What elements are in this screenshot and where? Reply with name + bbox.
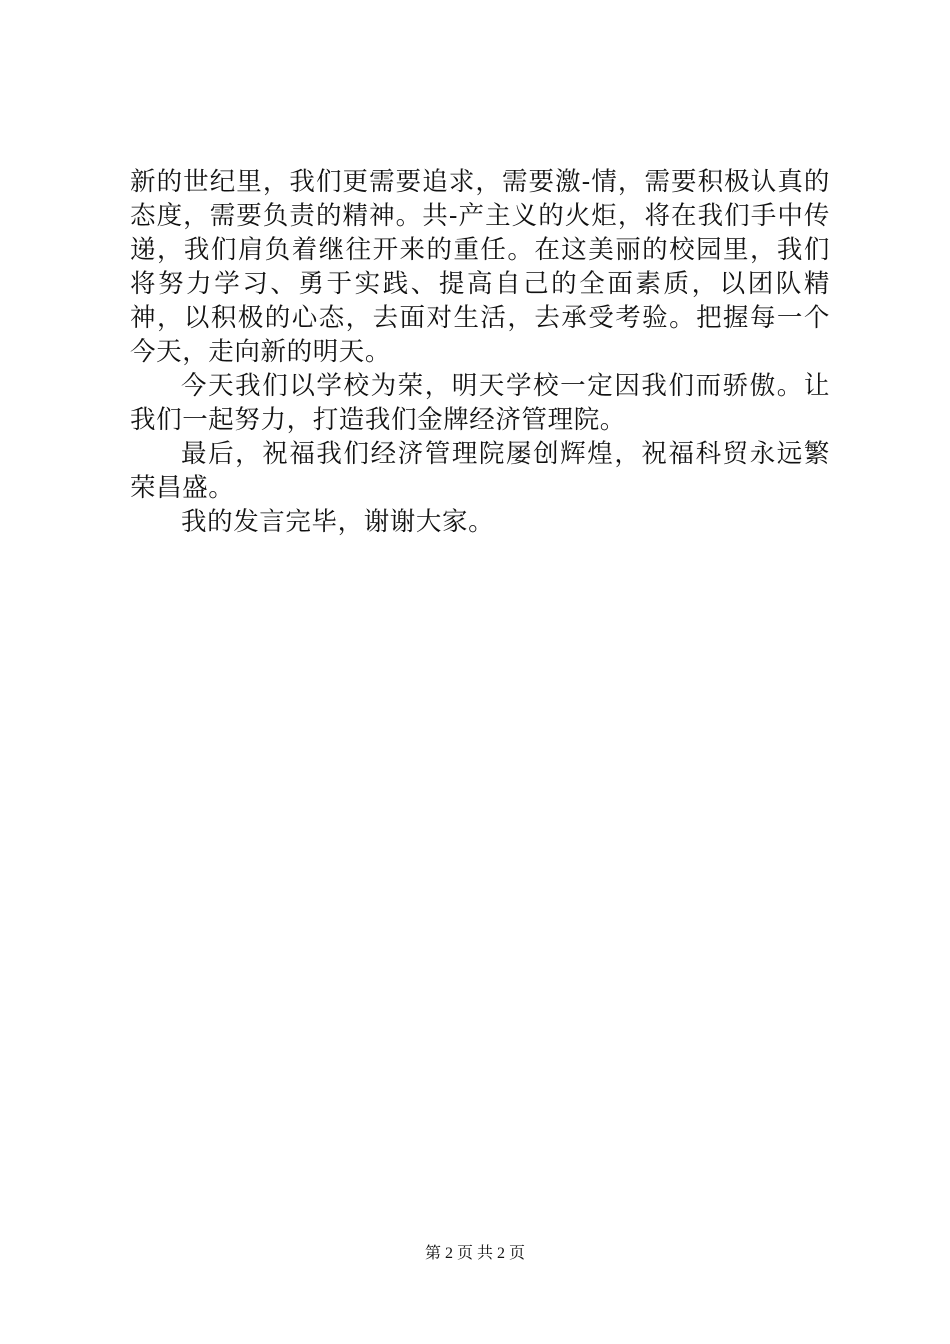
paragraph-closing: 我的发言完毕，谢谢大家。 [181,507,495,537]
paragraph-continuation: 新的世纪里，我们更需要追求，需要激-情，需要积极认真的态度，需要负责的精神。共-产主义的火炬，将在我们手中传递，我们肩负着继往开来的重任。在这美丽的校园里，我们将努力学习、勇于实践、提高自己的全面素质，以团队精神，以积极的心态，去面对生活，去承受考验。把握每一个今天，走向新的明天。 [130,167,830,367]
paragraph-pride: 今天我们以学校为荣，明天学校一定因我们而骄傲。让我们一起努力，打造我们金牌经济管理院。 [130,371,830,435]
page-footer: 第 2 页 共 2 页 [424,1245,525,1262]
document-body [130,165,830,539]
paragraph-blessing: 最后，祝福我们经济管理院屡创辉煌，祝福科贸永远繁荣昌盛。 [130,439,830,503]
